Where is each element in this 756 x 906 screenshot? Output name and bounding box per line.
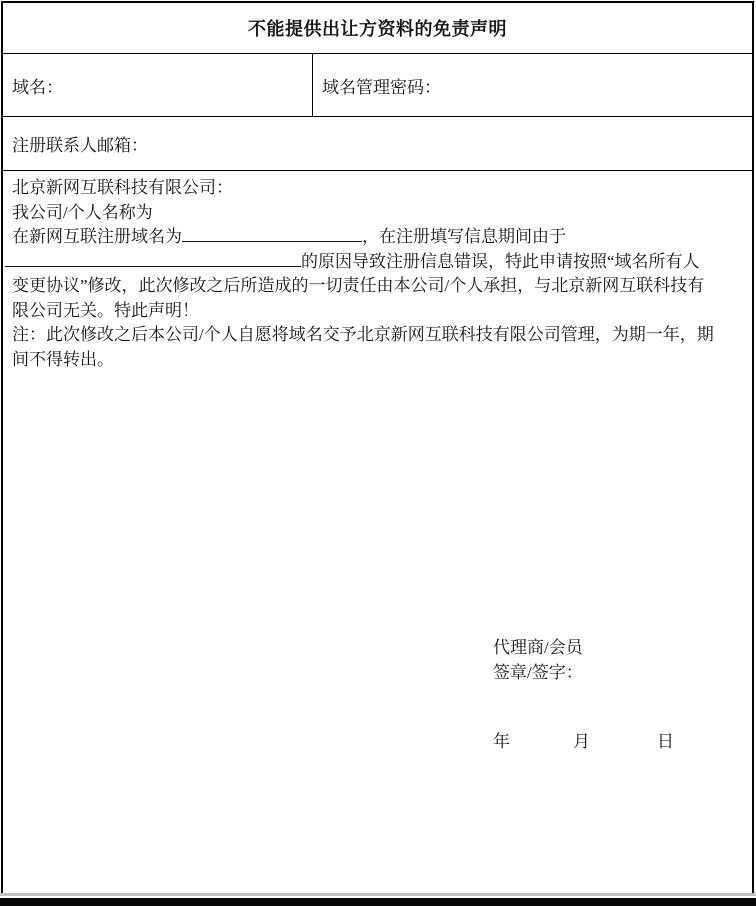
declaration-body-line-2: 限公司无关。特此声明！: [12, 300, 199, 320]
domain-line-suffix: ，在注册填写信息期间由于: [362, 227, 566, 246]
date-month-label: 月: [573, 732, 590, 751]
signature-date-line: [493, 730, 674, 755]
reason-line-suffix: 的原因导致注册信息错误，特此申请按照“域名所有人: [301, 251, 700, 271]
declaration-body-line-1: 变更协议”修改，此次修改之后所造成的一切责任由本公司/个人承担，与北京新网互联科技有: [12, 276, 705, 295]
declaration-body-cell: [3, 171, 752, 893]
signature-sign-line: 签章/签字：: [493, 663, 583, 682]
page-bottom-edge-bar: [0, 898, 756, 906]
password-field-cell: [313, 54, 752, 116]
declaration-name-line: 我公司/个人名称为: [12, 202, 153, 222]
domain-password-label: 域名管理密码：: [322, 77, 441, 97]
registrant-email-label: 注册联系人邮箱：: [12, 136, 148, 155]
declaration-note-line-1: 注：此次修改之后本公司/个人自愿将域名交予北京新网互联科技有限公司管理，为期一年，期: [12, 325, 714, 344]
declaration-reason-line: [12, 250, 744, 275]
domain-line-prefix: 在新网互联注册域名为: [12, 227, 182, 246]
domain-fields-row: [3, 54, 752, 117]
domain-name-blank-line: [182, 225, 362, 242]
table-bottom-border-line: [0, 893, 756, 896]
reason-blank-line: [5, 250, 301, 267]
declaration-note-line-2: 间不得转出。: [12, 349, 114, 369]
disclaimer-form-table: [1, 1, 754, 893]
signature-role-line: 代理商/会员: [493, 638, 583, 657]
date-day-label: 日: [657, 732, 674, 751]
declaration-salutation: 北京新网互联科技有限公司：: [12, 178, 233, 197]
domain-label: 域名：: [12, 77, 63, 97]
declaration-domain-line: [12, 225, 744, 250]
form-title-row: [3, 3, 752, 54]
page-title: 不能提供出让方资料的免责声明: [248, 19, 507, 39]
email-field-row: [3, 117, 752, 171]
signature-block: [493, 635, 583, 685]
domain-field-cell: [3, 54, 313, 116]
date-year-label: 年: [493, 732, 510, 751]
